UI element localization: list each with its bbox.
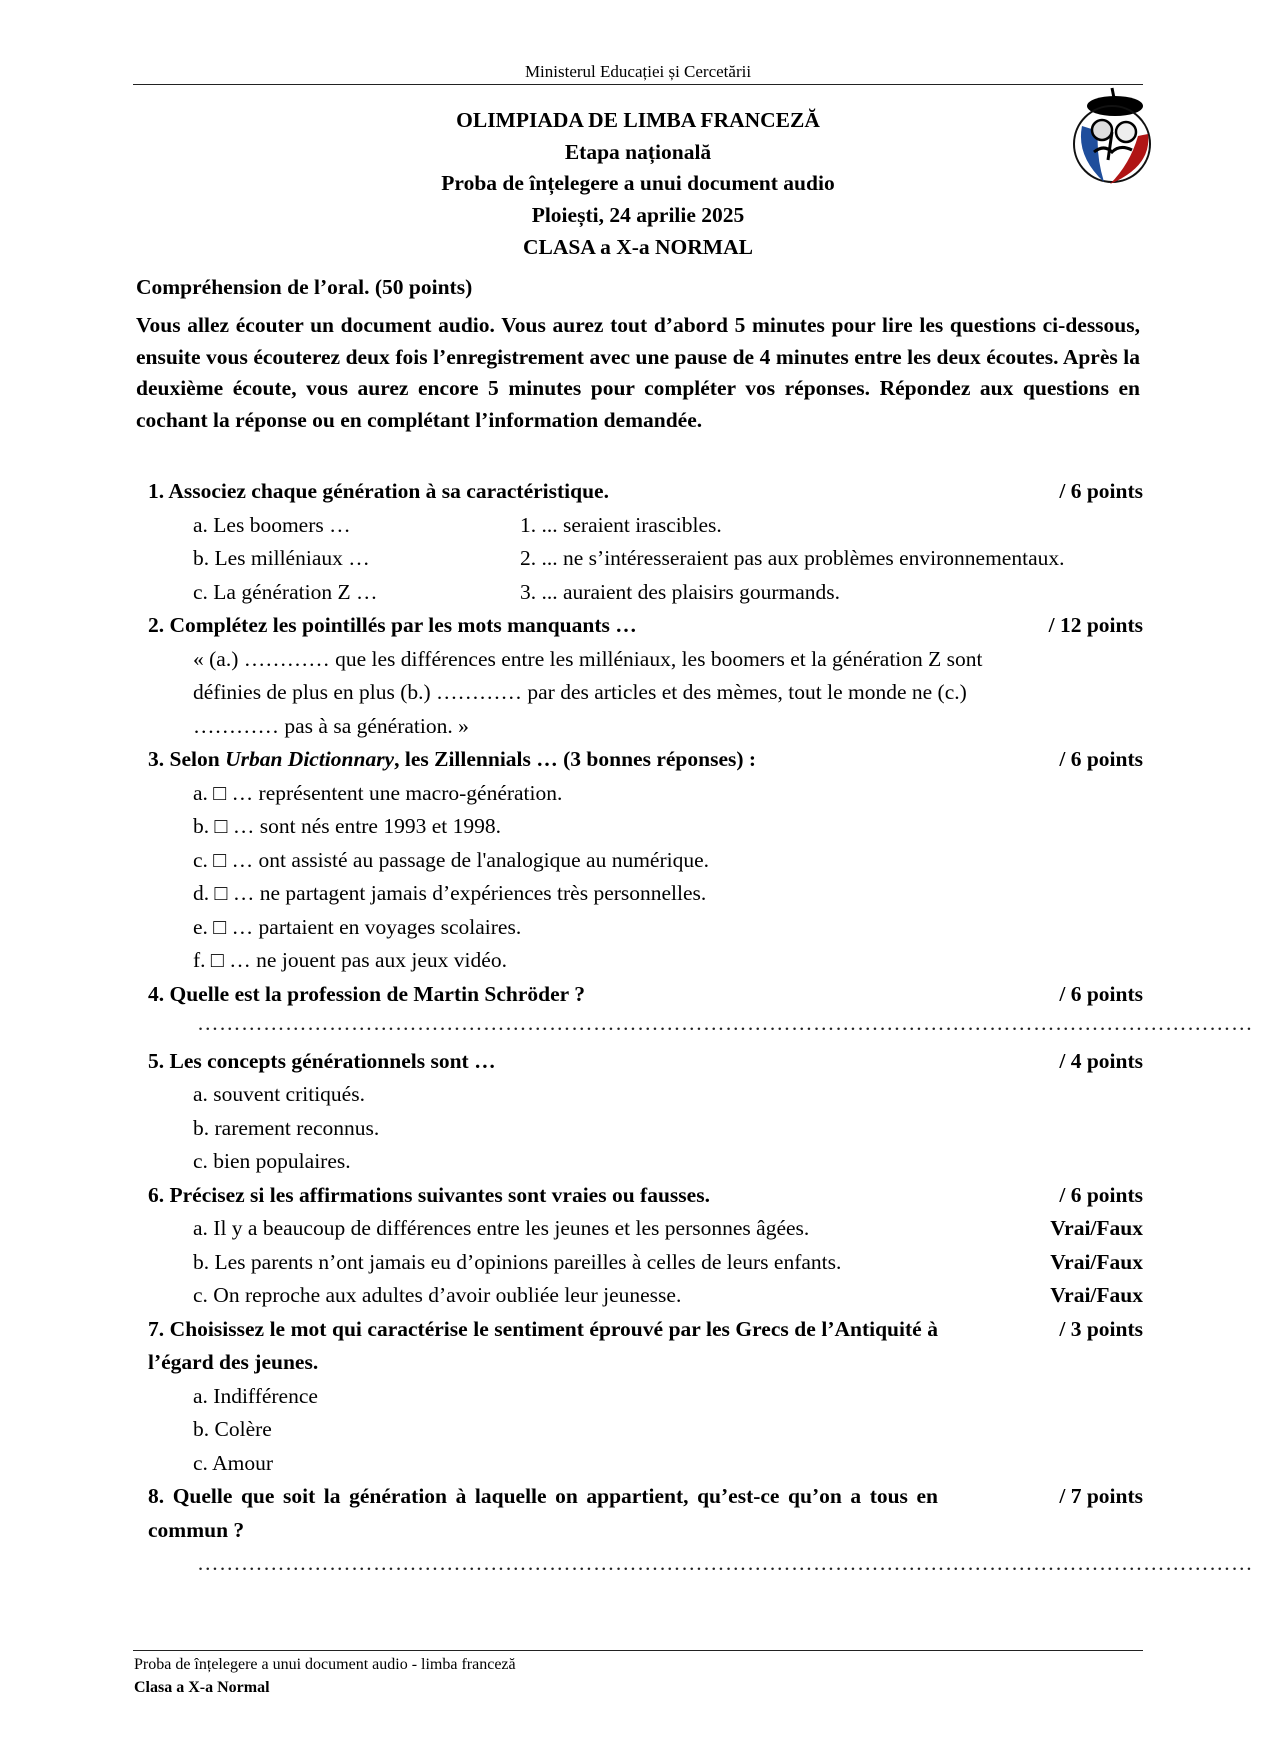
title-class: CLASA a X-a NORMAL [523,234,753,259]
choice-option[interactable]: a. souvent critiqués. [193,1082,365,1106]
title-stage: Etapa națională [564,139,712,164]
question-points: / 3 points [1059,1316,1143,1341]
answer-line[interactable]: ……………………………………………………………………………………………………………………………… [197,1011,1253,1035]
checkbox-option[interactable] [148,911,1143,945]
true-false-row [148,1246,1143,1280]
option-text: … représentent une macro-génération. [231,780,563,805]
match-row [148,576,1143,610]
question-points: / 6 points [1059,1182,1143,1207]
true-false-row [148,1279,1143,1313]
match-row [148,509,1143,543]
statement: b. Les parents n’ont jamais eu d’opinions pareilles à celles de leurs enfants. [193,1249,842,1274]
fill-in-line[interactable]: définies de plus en plus (b.) ………… par des articles et des mèmes, tout le monde ne (c.) [193,680,967,704]
fill-in-line[interactable]: ………… pas à sa génération. » [193,713,469,738]
question-points: / 7 points [1059,1484,1143,1508]
question-title: 1. Associez chaque génération à sa caractéristique. [148,479,609,503]
option-letter: c. [193,847,208,872]
footer [134,1653,516,1699]
choice-option[interactable]: c. Amour [193,1450,274,1475]
checkbox-icon[interactable]: □ [213,914,227,939]
option-letter: b. [193,814,210,838]
choice-option[interactable]: a. Indifférence [193,1383,318,1408]
question-8 [148,1480,1143,1547]
match-left: c. La génération Z … [193,579,378,604]
section-heading: Compréhension de l’oral. (50 points) [136,275,473,299]
checkbox-option[interactable] [148,844,1143,878]
option-text: … sont nés entre 1993 et 1998. [232,814,501,838]
header-ministry: Ministerul Educației și Cercetării [524,62,752,81]
true-false-choice[interactable]: Vrai/Faux [1050,1216,1143,1240]
header-rule [133,84,1143,85]
title-place-date: Ploiești, 24 aprilie 2025 [531,203,745,228]
checkbox-icon[interactable]: □ [210,948,224,972]
title-part: 3. Selon [148,747,226,771]
questions [148,475,1253,1581]
question-1 [148,475,1143,509]
title-part: , les Zillennials … (3 bonnes réponses) : [394,747,757,771]
question-points: / 6 points [1059,981,1143,1006]
checkbox-icon[interactable]: □ [214,814,228,838]
statement: a. Il y a beaucoup de différences entre les jeunes et les personnes âgées. [193,1216,810,1240]
match-right: 1. ... seraient irascibles. [520,512,722,537]
option-text: … partaient en voyages scolaires. [231,914,522,939]
question-title: 6. Précisez si les affirmations suivantes sont vraies ou fausses. [148,1182,710,1207]
footer-class: Clasa a X-a Normal [134,1679,270,1696]
match-right: 3. ... auraient des plaisirs gourmands. [520,579,841,604]
fill-in-line[interactable]: « (a.) ………… que les différences entre les milléniaux, les boomers et la génération Z sont [193,646,983,671]
checkbox-icon[interactable]: □ [213,780,227,805]
checkbox-option[interactable] [148,777,1143,811]
true-false-choice[interactable]: Vrai/Faux [1050,1283,1143,1307]
exam-title-block [133,105,1143,264]
true-false-choice[interactable]: Vrai/Faux [1050,1249,1143,1274]
choice-option[interactable]: b. rarement reconnus. [193,1115,380,1140]
checkbox-option[interactable] [148,810,1143,844]
choice-option[interactable]: b. Colère [193,1417,272,1441]
option-letter: a. [193,780,208,805]
answer-line[interactable]: ……………………………………………………………………………………………………………………………… [197,1551,1253,1575]
instructions: Vous allez écouter un document audio. Vous aurez tout d’abord 5 minutes pour lire les questions ci-dessous, ensuite vous écouterez deux fois l’enregistrement avec une pause de 4 minutes entre les deux écoutes. Après la deuxième écoute, vous aurez encore 5 minutes pour compléter vos réponses. Répondez aux questions en cochant la réponse ou en complétant l’information demandée. [136,313,1140,433]
question-points: / 4 points [1059,1048,1143,1073]
question-title: 4. Quelle est la profession de Martin Schröder ? [148,981,585,1006]
question-7 [148,1313,1143,1380]
checkbox-icon[interactable]: □ [214,881,228,905]
question-title: 2. Complétez les pointillés par les mots manquants … [148,613,637,637]
option-text: … ont assisté au passage de l'analogique au numérique. [231,847,710,872]
option-text: … ne partagent jamais d’expériences très personnelles. [232,881,707,905]
question-points: / 6 points [1059,479,1143,503]
checkbox-icon[interactable]: □ [213,847,227,872]
checkbox-option[interactable] [148,877,1143,911]
option-letter: d. [193,881,210,905]
match-row [148,542,1143,576]
title-italic: Urban Dictionnary [225,747,395,771]
question-points: / 6 points [1059,747,1143,771]
title-test: Proba de înțelegere a unui document audio [441,171,835,196]
true-false-row [148,1212,1143,1246]
match-left: b. Les milléniaux … [193,546,370,570]
footer-test-name: Proba de înțelegere a unui document audio - limba franceză [134,1656,516,1673]
title-olympiad: OLIMPIADA DE LIMBA FRANCEZĂ [456,108,820,132]
statement: c. On reproche aux adultes d’avoir oubliée leur jeunesse. [193,1283,682,1307]
match-right: 2. ... ne s’intéresseraient pas aux problèmes environnementaux. [520,546,1065,570]
choice-option[interactable]: c. bien populaires. [193,1149,351,1173]
question-title: 7. Choisissez le mot qui caractérise le sentiment éprouvé par les Grecs de l’Antiquité à l’égard des jeunes. [148,1316,938,1374]
question-5 [148,1045,1143,1079]
question-2 [148,609,1143,643]
question-title [148,743,756,777]
option-letter: f. [193,948,206,972]
question-3 [148,743,1143,777]
question-4 [148,978,1143,1012]
option-letter: e. [193,914,208,939]
question-points: / 12 points [1048,613,1143,637]
question-title: 5. Les concepts générationnels sont … [148,1048,496,1073]
footer-rule [133,1650,1143,1651]
checkbox-option[interactable] [148,944,1143,978]
option-text: … ne jouent pas aux jeux vidéo. [229,948,507,972]
match-left: a. Les boomers … [193,512,351,537]
question-title: 8. Quelle que soit la génération à laquelle on appartient, qu’est-ce qu’on a tous en commun ? [148,1484,938,1542]
question-6 [148,1179,1143,1213]
